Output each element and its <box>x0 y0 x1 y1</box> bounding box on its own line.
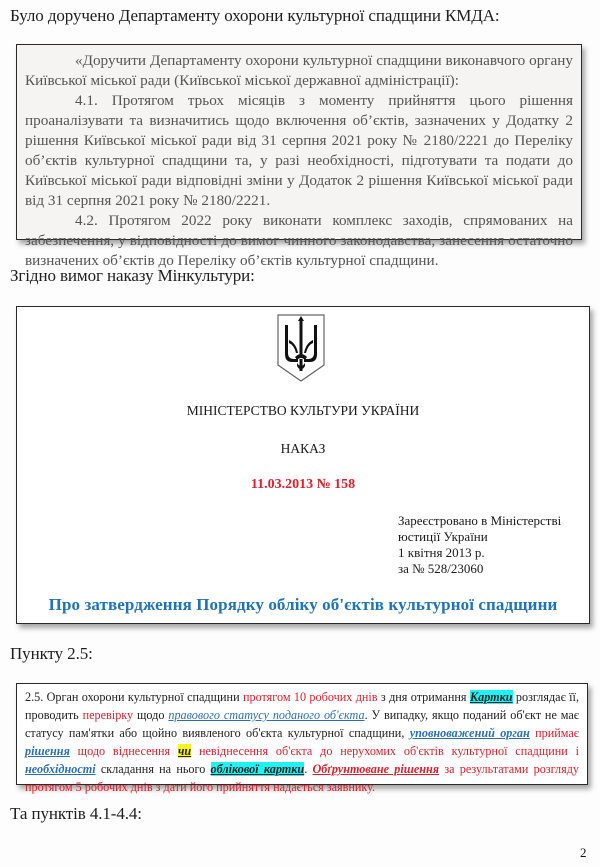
order-title: Про затвердження Порядку обліку об'єктів культурної спадщини <box>48 595 558 614</box>
kmda-decision-excerpt <box>16 44 582 269</box>
order-date-number: 11.03.2013 № 158 <box>250 477 356 492</box>
highlight-deadline: протягом 10 робочих днів <box>242 690 378 704</box>
text-run-red: невіднесення об'єкта до нерухомих об'єктів культурної спадщини і <box>191 744 579 758</box>
text-run-red: щодо віднесення <box>69 744 178 758</box>
registration-line: за № 528/23060 <box>398 561 484 576</box>
highlight-registration-card: облікової картки <box>210 762 305 776</box>
registration-line: Зареєстровано в Міністерстві <box>398 513 562 528</box>
highlight-card: Картки <box>469 690 513 704</box>
excerpt-item-4-1: 4.1. Протягом трьох місяців з моменту прийняття цього рішення проаналізувати та визначитись щодо включення об’єктів, зазначених у Додатку 2 рішення Київської міської ради від 31 серпня 2021 року № 2180/2221 до Переліку об’єктів культурної спадщини та, у разі необхідності, підготувати та подати до Київської міської ради відповідні зміни у Додаток 2 рішення Київської міської ради від 31 серпня 2021 року № 2180/2221. <box>25 92 573 209</box>
emphasis-justified-decision: Обґрунтоване рішення <box>312 762 440 776</box>
registration-line: 1 квітня 2013 р. <box>398 545 485 560</box>
text-run: з дня отримання <box>377 690 470 704</box>
highlight-or: чи <box>177 744 192 758</box>
excerpt-intro: «Доручити Департаменту охорони культурної спадщини виконавчого органу Київської міської ради (Київської міської державної адміністрації): <box>25 52 573 89</box>
text-run: щодо <box>133 708 169 722</box>
ministry-name: МІНІСТЕРСТВО КУЛЬТУРИ УКРАЇНИ <box>186 403 420 418</box>
clause-2-5-box <box>16 683 588 794</box>
text-run: . <box>304 762 313 776</box>
clause-2-5-text <box>25 688 579 796</box>
heading-items-4-1-4-4: Та пунктів 4.1-4.4: <box>10 804 142 823</box>
text-run-red: за результатами розгляду протягом 5 робочих днів з дати його прийняття надається заявнику. <box>25 762 580 794</box>
page-number: 2 <box>580 845 587 860</box>
text-run: розглядає її, проводить <box>25 690 579 722</box>
ukraine-coat-of-arms-icon <box>276 313 326 383</box>
heading-ministry-order: Згідно вимог наказу Мінкультури: <box>10 266 255 285</box>
excerpt-item-4-2: 4.2. Протягом 2022 року виконати комплекс заходів, спрямованих на забезпечення, у відповідності до вимог чинного законодавства, занесення остаточно визначених об’єктів до Переліку об’єктів культурної спадщини. <box>25 212 573 269</box>
highlight-check: перевірку <box>82 708 134 722</box>
text-run: . У випадку, якщо поданий об'єкт не має статусу пам'ятки або щойно виявленого об'єкта культурної спадщини, <box>25 708 580 740</box>
excerpt-text <box>25 51 573 271</box>
text-run: складання на нього <box>95 762 211 776</box>
emphasis-necessity: необхідності <box>25 762 96 776</box>
emphasis-legal-status: правового статусу поданого об'єкта <box>168 708 365 722</box>
registration-block <box>398 513 561 577</box>
document-type: НАКАЗ <box>280 441 326 456</box>
text-run: 2.5. Орган охорони культурної спадщини <box>25 690 243 704</box>
heading-clause-2-5: Пункту 2.5: <box>10 644 93 663</box>
text-run-red: приймає <box>529 726 580 740</box>
emphasis-decision: рішення <box>25 744 70 758</box>
emphasis-authorized-body: уповноважений орган <box>409 726 530 740</box>
registration-line: юстиції України <box>398 529 488 544</box>
heading-kmda-assignment: Було доручено Департаменту охорони культурної спадщини КМДА: <box>10 6 500 25</box>
ministry-order-header <box>16 306 590 624</box>
